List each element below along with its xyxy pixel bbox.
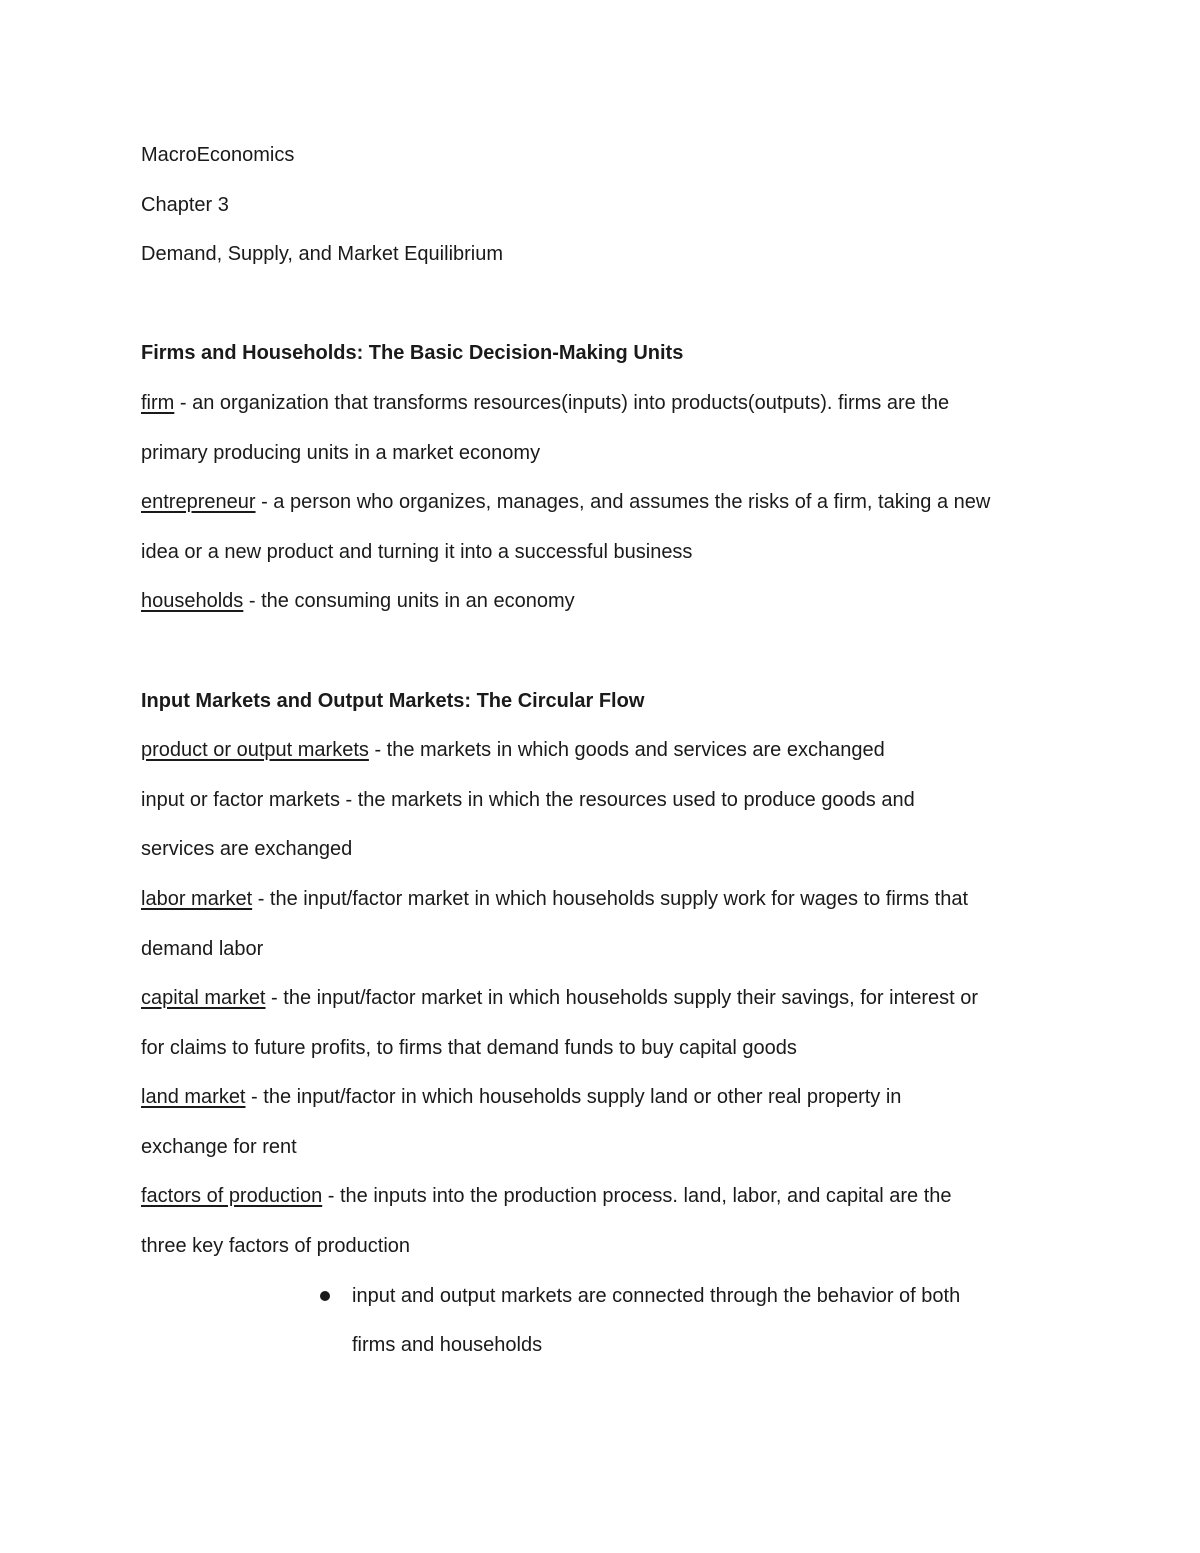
spacer bbox=[141, 627, 1071, 677]
bullet-text-continuation: firms and households bbox=[352, 1334, 543, 1357]
definition-text: - an organization that transforms resources(inputs) into products(outputs). firms are the bbox=[174, 391, 950, 414]
definition-continuation: idea or a new product and turning it into a successful business bbox=[141, 540, 693, 563]
term-firm: firm bbox=[141, 391, 175, 414]
chapter-title: Demand, Supply, and Market Equilibrium bbox=[141, 243, 504, 266]
term-land-market: land market bbox=[141, 1086, 246, 1109]
definition-capital-market bbox=[141, 974, 1071, 1024]
definition-continuation: exchange for rent bbox=[141, 1135, 297, 1158]
definition-text: - the input/factor in which households supply land or other real property in bbox=[245, 1086, 902, 1109]
definition-text: - a person who organizes, manages, and assumes the risks of a firm, taking a new bbox=[255, 491, 991, 514]
spacer bbox=[141, 280, 1071, 330]
term-households: households bbox=[141, 590, 244, 613]
bullet-dot-icon bbox=[320, 1291, 330, 1301]
definition-product-markets bbox=[141, 726, 1071, 776]
chapter-label: Chapter 3 bbox=[141, 193, 229, 216]
term-factors-of-production: factors of production bbox=[141, 1185, 323, 1208]
document-page bbox=[141, 131, 1071, 1371]
course-title: MacroEconomics bbox=[141, 144, 295, 166]
definition-continuation: three key factors of production bbox=[141, 1235, 411, 1258]
definition-continuation: for claims to future profits, to firms that demand funds to buy capital goods bbox=[141, 1036, 797, 1059]
definition-text: - the consuming units in an economy bbox=[243, 590, 575, 613]
definition-continuation: demand labor bbox=[141, 937, 264, 960]
bullet-item bbox=[141, 1272, 1071, 1371]
term-product-markets: product or output markets bbox=[141, 739, 369, 762]
definition-entrepreneur bbox=[141, 478, 1071, 528]
definition-firm bbox=[141, 379, 1071, 429]
definition-text: - the inputs into the production process. land, labor, and capital are the bbox=[322, 1185, 952, 1208]
definition-text: - the input/factor market in which households supply their savings, for interest or bbox=[265, 987, 979, 1010]
definition-factors-of-production bbox=[141, 1172, 1071, 1222]
section-heading-firms-households: Firms and Households: The Basic Decision-Making Units bbox=[141, 342, 684, 365]
definition-text: - the markets in which goods and services are exchanged bbox=[368, 739, 885, 762]
bullet-text: input and output markets are connected through the behavior of both bbox=[352, 1284, 961, 1307]
definition-continuation: primary producing units in a market economy bbox=[141, 441, 541, 464]
definition-labor-market bbox=[141, 875, 1071, 925]
definition-continuation: services are exchanged bbox=[141, 838, 353, 861]
definition-text: - the input/factor market in which households supply work for wages to firms that bbox=[252, 887, 969, 910]
definition-land-market bbox=[141, 1073, 1071, 1123]
definition-input-markets: input or factor markets - the markets in which the resources used to produce goods and bbox=[141, 788, 915, 811]
definition-households bbox=[141, 577, 1071, 627]
section-heading-circular-flow: Input Markets and Output Markets: The Circular Flow bbox=[141, 689, 645, 712]
term-labor-market: labor market bbox=[141, 887, 253, 910]
term-entrepreneur: entrepreneur bbox=[141, 491, 256, 514]
term-capital-market: capital market bbox=[141, 987, 266, 1010]
